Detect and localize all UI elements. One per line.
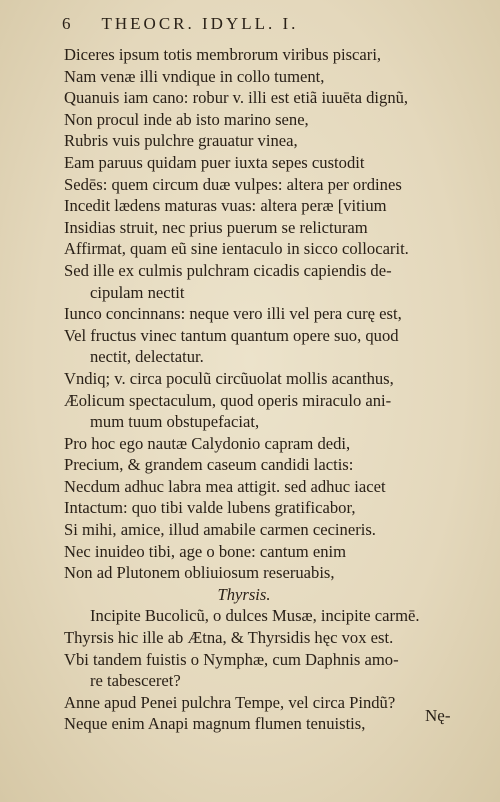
text-line: Necdum adhuc labra mea attigit. sed adhuc iacet	[64, 476, 386, 496]
text-line: Quanuis iam cano: robur v. illi est etiã iuuēta dignũ,	[64, 88, 409, 108]
text-line: Affirmat, quam eũ sine ientaculo in sicco collocarit.	[64, 239, 409, 259]
text-line: Insidias struit, nec prius puerum se relicturam	[64, 217, 368, 237]
text-line: Nam venæ illi vndique in collo tument,	[64, 66, 325, 86]
text-line: Intactum: quo tibi valde lubens gratificabor,	[64, 498, 356, 518]
text-line: Æolicum spectaculum, quod operis miraculo ani-	[64, 390, 392, 410]
text-line: Vel fructus vinec tantum quantum opere suo, quod	[64, 325, 399, 345]
text-line: Non procul inde ab isto marino sene,	[64, 109, 309, 129]
text-line: Neque enim Anapi magnum flumen tenuistis,	[64, 714, 366, 734]
text-line: Precium, & grandem caseum candidi lactis:	[64, 455, 354, 475]
section-heading: Thyrsis.	[217, 584, 271, 604]
text-block	[64, 44, 464, 735]
text-line: Rubris vuis pulchre grauatur vinea,	[64, 131, 298, 151]
text-line: Vbi tandem fuistis o Nymphæ, cum Daphnis amo-	[64, 649, 399, 669]
text-line: Pro hoc ego nautæ Calydonio capram dedi,	[64, 433, 351, 453]
running-header	[62, 14, 298, 34]
text-line: Nec inuideo tibi, age o bone: cantum enim	[64, 541, 347, 561]
catchword: Nę-	[425, 706, 451, 725]
text-line: re tabesceret?	[90, 671, 181, 691]
text-line: Incipite Bucolicũ, o dulces Musæ, incipite carmē.	[90, 606, 420, 626]
text-line: cipulam nectit	[90, 282, 185, 302]
running-title: THEOCR. IDYLL. I.	[101, 14, 299, 33]
text-line: Diceres ipsum totis membrorum viribus piscari,	[64, 45, 382, 64]
text-line: nectit, delectatur.	[90, 347, 204, 367]
text-line: Vndiq; v. circa poculũ circũuolat mollis acanthus,	[64, 368, 394, 388]
text-line: Si mihi, amice, illud amabile carmen cecineris.	[64, 520, 376, 540]
text-line: mum tuum obstupefaciat,	[90, 412, 260, 432]
text-line: Thyrsis hic ille ab Ætna, & Thyrsidis hęc vox est.	[64, 628, 394, 648]
page-number: 6	[62, 14, 74, 33]
text-line: Eam paruus quidam puer iuxta sepes custodit	[64, 152, 365, 172]
text-line: Anne apud Penei pulchra Tempe, vel circa Pindũ?	[64, 692, 396, 712]
text-line: Iunco concinnans: neque vero illi vel pera curę est,	[64, 304, 402, 324]
text-line: Non ad Plutonem obliuiosum reseruabis,	[64, 563, 335, 583]
text-line: Incedit lædens maturas vuas: altera peræ [vitium	[64, 196, 387, 216]
text-line: Sedēs: quem circum duæ vulpes: altera per ordines	[64, 174, 402, 194]
text-line: Sed ille ex culmis pulchram cicadis capiendis de-	[64, 260, 392, 280]
